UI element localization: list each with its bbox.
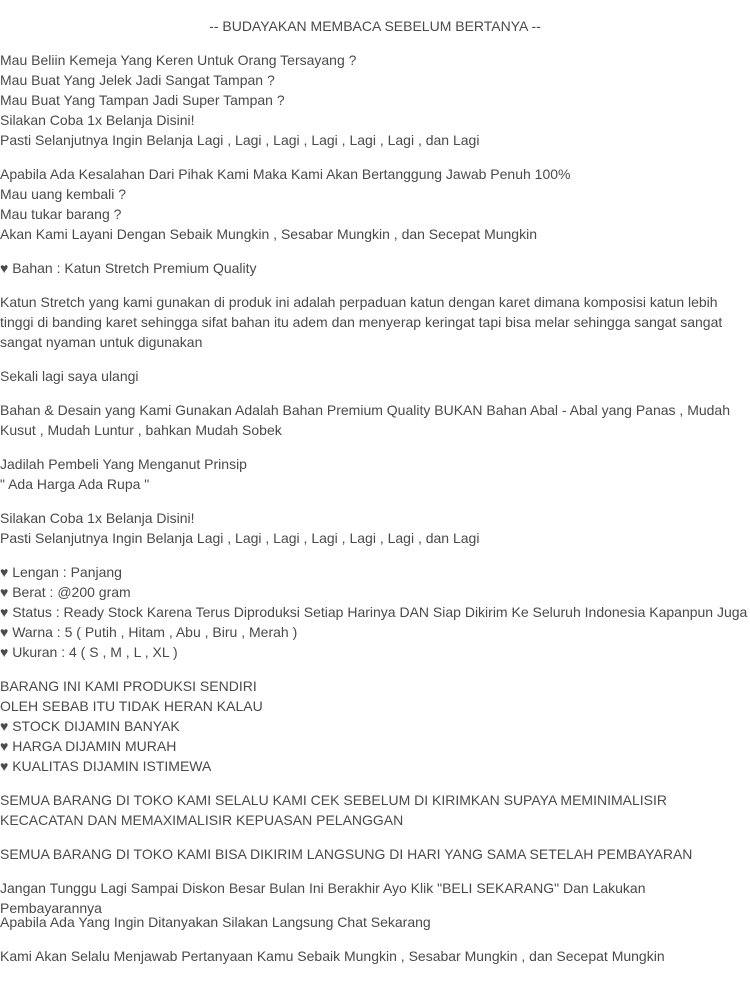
- intro-line: Mau Buat Yang Tampan Jadi Super Tampan ?: [0, 92, 285, 108]
- intro-line: Mau Buat Yang Jelek Jadi Sangat Tampan ?: [0, 72, 275, 88]
- production-line: ♥ STOCK DIJAMIN BANYAK: [0, 718, 180, 734]
- chat-note: Apabila Ada Yang Ingin Ditanyakan Silakan Langsung Chat Sekarang: [0, 914, 431, 930]
- try-again-line: Silakan Coba 1x Belanja Disini!: [0, 510, 195, 526]
- guarantee-section: [0, 164, 750, 244]
- spec-item: ♥ Berat : @200 gram: [0, 584, 131, 600]
- try-again-section: [0, 508, 750, 548]
- production-section: [0, 676, 750, 776]
- guarantee-line: Mau tukar barang ?: [0, 206, 122, 222]
- principle-section: [0, 454, 750, 494]
- guarantee-line: Apabila Ada Kesalahan Dari Pihak Kami Maka Kami Akan Bertanggung Jawab Penuh 100%: [0, 166, 571, 182]
- specs-section: [0, 562, 750, 662]
- check-section: [0, 790, 750, 830]
- production-line: BARANG INI KAMI PRODUKSI SENDIRI: [0, 678, 257, 694]
- try-again-line: Pasti Selanjutnya Ingin Belanja Lagi , Lagi , Lagi , Lagi , Lagi , Lagi , dan Lagi: [0, 530, 480, 546]
- spec-item: ♥ Status : Ready Stock Karena Terus Diproduksi Setiap Harinya DAN Siap Dikirim Ke Seluruh Indonesia Kapanpun Juga: [0, 604, 748, 620]
- quality-description: Bahan & Desain yang Kami Gunakan Adalah Bahan Premium Quality BUKAN Bahan Abal - Abal yang Panas , Mudah Kusut , Mudah Luntur , bahkan Mudah Sobek: [0, 402, 730, 438]
- spec-item: ♥ Ukuran : 4 ( S , M , L , XL ): [0, 644, 178, 660]
- closing-section: [0, 946, 750, 966]
- intro-line: Silakan Coba 1x Belanja Disini!: [0, 112, 195, 128]
- material-description: Katun Stretch yang kami gunakan di produk ini adalah perpaduan katun dengan karet dimana komposisi katun lebih tinggi di banding karet sehingga sifat bahan itu adem dan menyerap keringat tapi bisa melar sehingga sangat sangat sangat nyaman untuk digunakan: [0, 294, 723, 350]
- cta-text: Jangan Tunggu Lagi Sampai Diskon Besar Bulan Ini Berakhir Ayo Klik "BELI SEKARANG" Dan Lakukan Pembayarannya: [0, 880, 646, 916]
- quality-section: [0, 400, 750, 440]
- closing-note: Kami Akan Selalu Menjawab Pertanyaan Kamu Sebaik Mungkin , Sesabar Mungkin , dan Secepat Mungkin: [0, 948, 665, 964]
- intro-line: Pasti Selanjutnya Ingin Belanja Lagi , Lagi , Lagi , Lagi , Lagi , Lagi , dan Lagi: [0, 132, 480, 148]
- intro-line: Mau Beliin Kemeja Yang Keren Untuk Orang Tersayang ?: [0, 52, 357, 68]
- principle-line: Jadilah Pembeli Yang Menganut Prinsip: [0, 456, 247, 472]
- page-title: -- BUDAYAKAN MEMBACA SEBELUM BERTANYA --: [209, 18, 541, 34]
- intro-section: [0, 50, 750, 150]
- material-title: ♥ Bahan : Katun Stretch Premium Quality: [0, 260, 257, 276]
- production-line: ♥ HARGA DIJAMIN MURAH: [0, 738, 177, 754]
- shipping-note: SEMUA BARANG DI TOKO KAMI BISA DIKIRIM LANGSUNG DI HARI YANG SAMA SETELAH PEMBAYARAN: [0, 846, 693, 862]
- spec-item: ♥ Lengan : Panjang: [0, 564, 122, 580]
- material-desc-section: [0, 292, 750, 352]
- guarantee-line: Akan Kami Layani Dengan Sebaik Mungkin , Sesabar Mungkin , dan Secepat Mungkin: [0, 226, 537, 242]
- guarantee-line: Mau uang kembali ?: [0, 186, 127, 202]
- check-note: SEMUA BARANG DI TOKO KAMI SELALU KAMI CEK SEBELUM DI KIRIMKAN SUPAYA MEMINIMALISIR KECACATAN DAN MEMAXIMALISIR KEPUASAN PELANGGAN: [0, 792, 667, 828]
- principle-line: " Ada Harga Ada Rupa ": [0, 476, 150, 492]
- chat-section: [0, 912, 750, 932]
- repeat-note: Sekali lagi saya ulangi: [0, 368, 139, 384]
- repeat-section: [0, 366, 750, 386]
- material-section: [0, 258, 750, 278]
- shipping-section: [0, 844, 750, 864]
- production-line: ♥ KUALITAS DIJAMIN ISTIMEWA: [0, 758, 212, 774]
- production-line: OLEH SEBAB ITU TIDAK HERAN KALAU: [0, 698, 263, 714]
- spec-item: ♥ Warna : 5 ( Putih , Hitam , Abu , Biru , Merah ): [0, 624, 298, 640]
